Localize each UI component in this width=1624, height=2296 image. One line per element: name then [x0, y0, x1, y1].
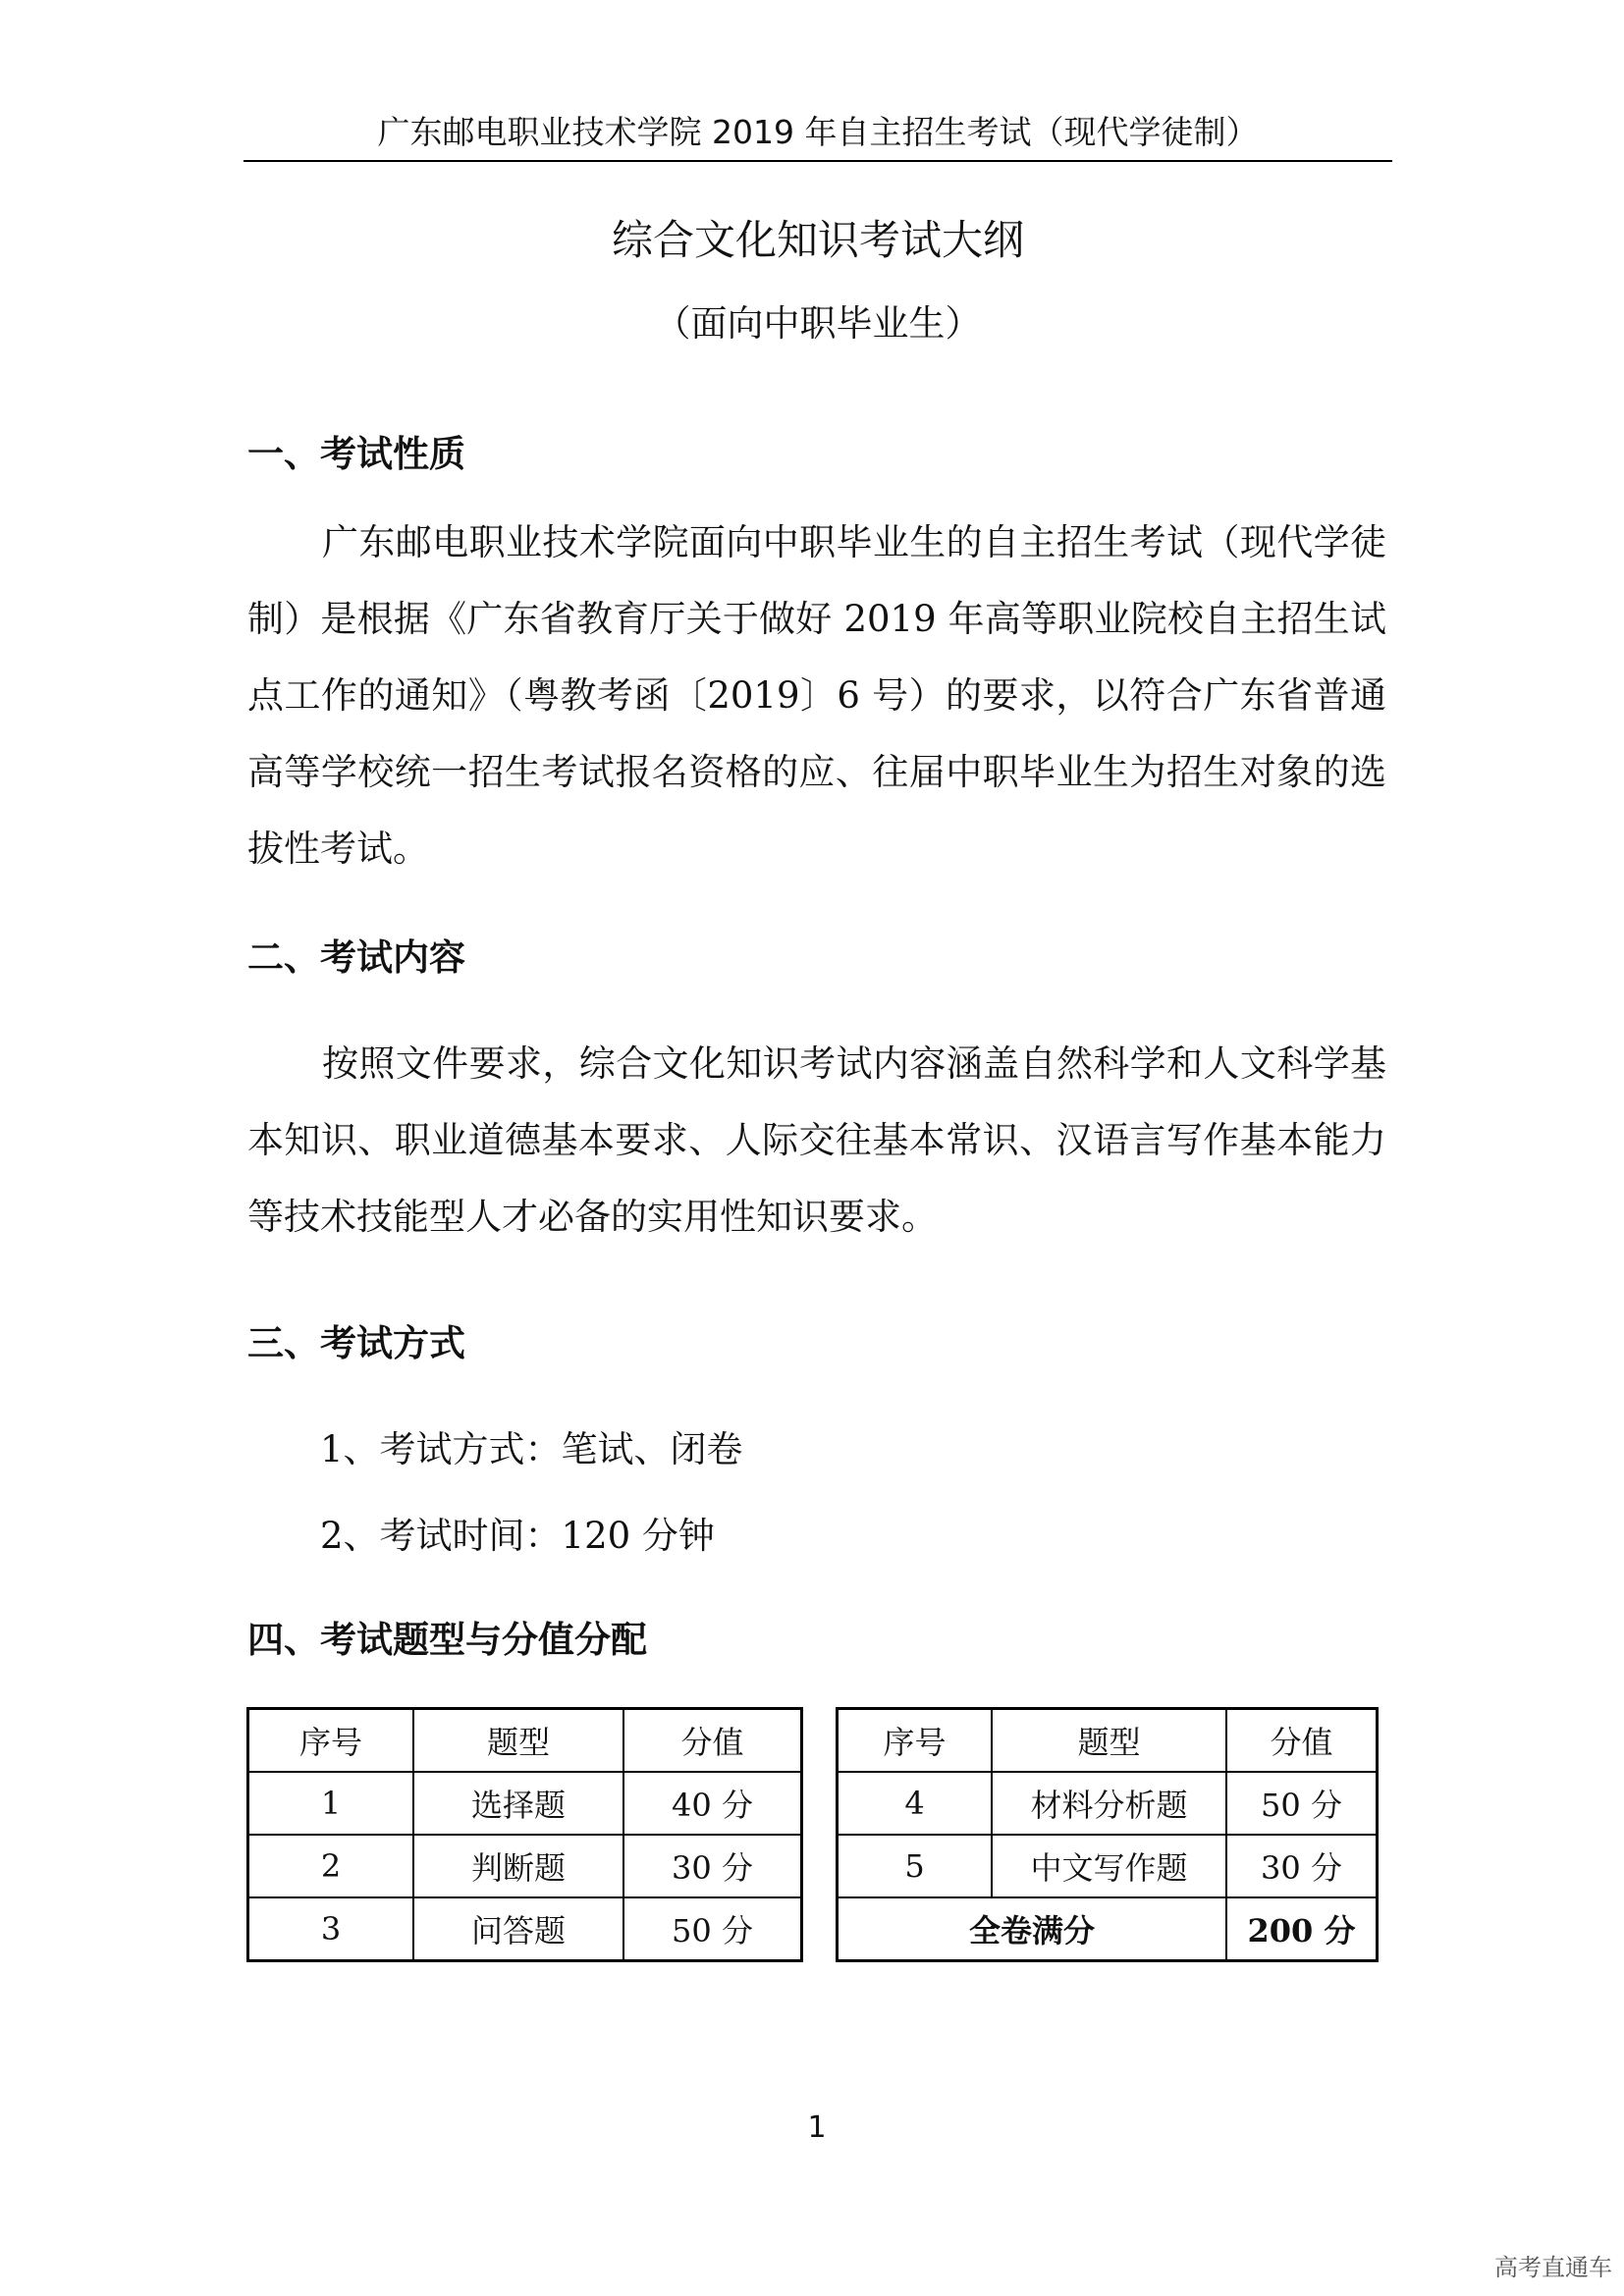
score-table-left	[246, 1707, 803, 1962]
table-cell: 3	[248, 1897, 414, 1961]
table-cell: 5	[838, 1835, 993, 1897]
table-cell: 1	[248, 1772, 414, 1835]
table-row	[248, 1772, 802, 1835]
table-row	[838, 1772, 1378, 1835]
table-header-cell: 题型	[992, 1709, 1226, 1773]
table-cell: 中文写作题	[992, 1835, 1226, 1897]
table-row	[838, 1835, 1378, 1897]
table-cell: 2	[248, 1835, 414, 1897]
table-header-cell: 序号	[838, 1709, 993, 1773]
table-row	[248, 1835, 802, 1897]
table-header-row	[248, 1709, 802, 1773]
table-cell: 30 分	[1226, 1835, 1378, 1897]
page-number: 1	[807, 2110, 827, 2145]
table-cell: 40 分	[623, 1772, 802, 1835]
total-score-value: 200 分	[1226, 1897, 1378, 1961]
table-cell: 50 分	[1226, 1772, 1378, 1835]
table-header-cell: 分值	[623, 1709, 802, 1773]
table-total-row	[838, 1897, 1378, 1961]
table-header-row	[838, 1709, 1378, 1773]
table-cell: 问答题	[413, 1897, 623, 1961]
table-header-cell: 题型	[413, 1709, 623, 1773]
page-header: 广东邮电职业技术学院 2019 年自主招生考试（现代学徒制）	[377, 113, 1259, 151]
section-paragraph-nature: 广东邮电职业技术学院面向中职毕业生的自主招生考试（现代学徒制）是根据《广东省教育厅关于做好 2019 年高等职业院校自主招生试点工作的通知》（粤教考函〔2019〕6 号）的要求，以符合广东省普通高等学校统一招生考试报名资格的应、往届中职毕业生为招生对象的选拔性考试。	[247, 521, 1386, 870]
header-divider	[244, 160, 1392, 162]
total-score-label: 全卷满分	[838, 1897, 1227, 1961]
table-cell: 4	[838, 1772, 993, 1835]
section-heading-nature: 一、考试性质	[247, 433, 465, 475]
document-subtitle: （面向中职毕业生）	[654, 302, 982, 345]
table-header-cell: 序号	[248, 1709, 414, 1773]
table-cell: 30 分	[623, 1835, 802, 1897]
score-table-right	[836, 1707, 1379, 1962]
section-heading-types: 四、考试题型与分值分配	[247, 1619, 647, 1661]
table-header-cell: 分值	[1226, 1709, 1378, 1773]
section-heading-content: 二、考试内容	[247, 936, 465, 979]
list-item-exam-method: 1、考试方式：笔试、闭卷	[320, 1428, 743, 1470]
table-cell: 判断题	[413, 1835, 623, 1897]
list-item-exam-time: 2、考试时间：120 分钟	[320, 1515, 715, 1557]
table-cell: 50 分	[623, 1897, 802, 1961]
watermark: 高考直通车	[1494, 2254, 1612, 2281]
table-row	[248, 1897, 802, 1961]
table-cell: 材料分析题	[992, 1772, 1226, 1835]
section-heading-method: 三、考试方式	[247, 1322, 465, 1364]
section-paragraph-content: 按照文件要求，综合文化知识考试内容涵盖自然科学和人文科学基本知识、职业道德基本要求、人际交往基本常识、汉语言写作基本能力等技术技能型人才必备的实用性知识要求。	[247, 1042, 1386, 1238]
table-cell: 选择题	[413, 1772, 623, 1835]
document-title: 综合文化知识考试大纲	[611, 216, 1024, 264]
